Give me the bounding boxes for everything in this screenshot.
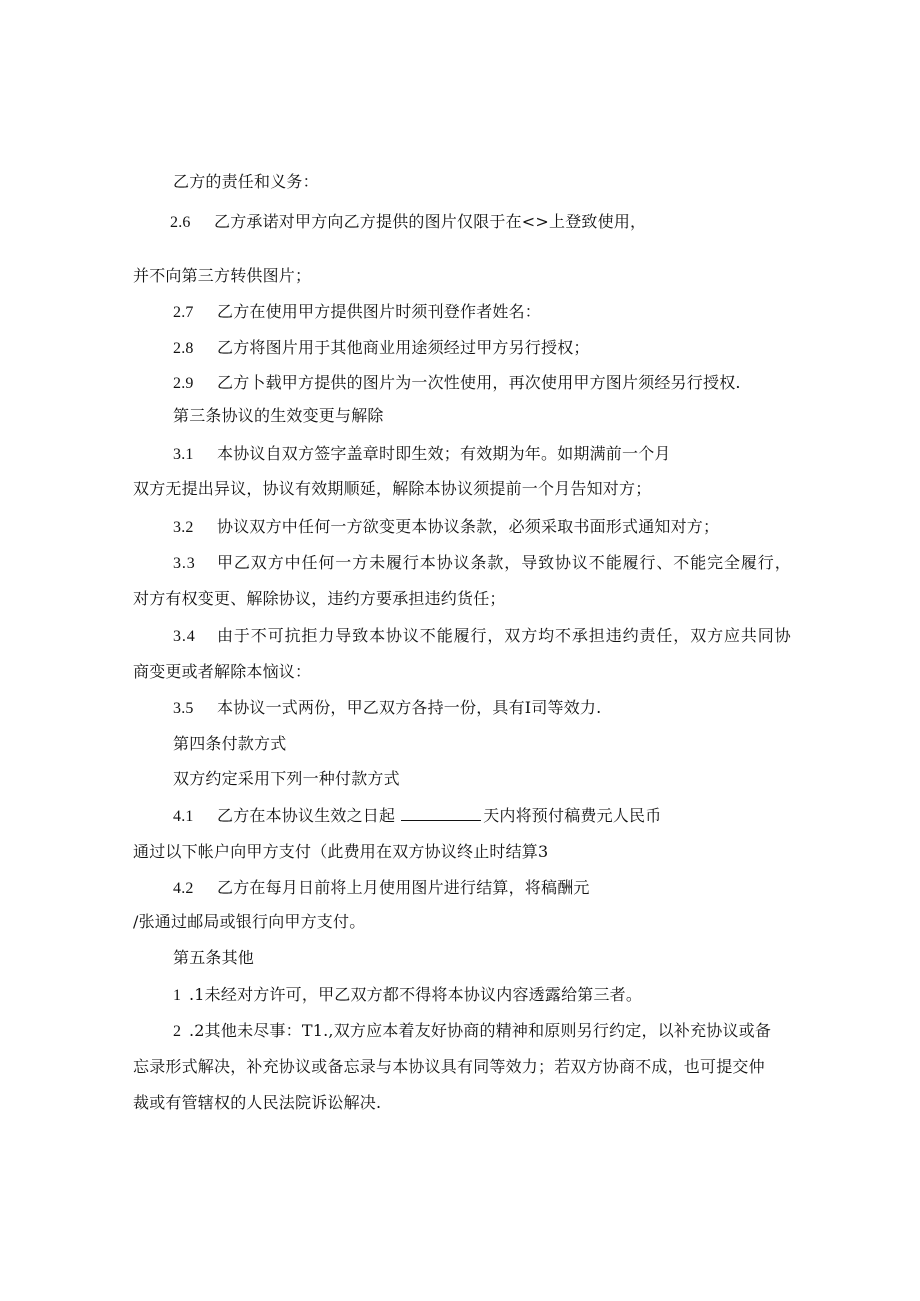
article-4-heading <box>173 733 286 755</box>
line-text: 乙方的责任和义务： <box>173 172 319 191</box>
clause-number: 2.8 <box>173 340 194 357</box>
clause-number: 2.7 <box>173 304 194 321</box>
clause-text: 乙方将图片用于其他商业用途须经过甲方另行授权； <box>217 338 590 357</box>
payment-method-intro <box>173 768 400 790</box>
clause-text-after-blank: 天内将预付稿费元人民币 <box>483 806 662 825</box>
clause-3-1 <box>173 443 671 466</box>
clause-4-1-continued <box>133 841 548 863</box>
clause-text: 乙方在使用甲方提供图片时须刊登作者姓名： <box>217 302 542 321</box>
line-text: 第四条付款方式 <box>173 734 287 753</box>
clause-4-1 <box>173 805 661 828</box>
clause-5-1 <box>173 984 642 1007</box>
clause-text: .2其他未尽事：T1.,双方应本着友好协商的精神和原则另行约定，以补充协议或备 <box>189 1021 772 1040</box>
clause-3-3 <box>173 552 792 575</box>
clause-5-2-continued <box>133 1056 765 1078</box>
clause-number: 3.3 <box>173 555 196 572</box>
clause-5-2 <box>173 1020 771 1043</box>
clause-text: 协议双方中任何一方欲变更本协议条款，必须采取书面形式通知对方； <box>217 517 720 536</box>
clause-number: 2 <box>173 1023 182 1040</box>
line-text: 双方约定采用下列一种付款方式 <box>173 769 400 788</box>
clause-number: 2.9 <box>173 375 194 392</box>
clause-number: 2.6 <box>170 214 191 231</box>
section-heading-party-b-duties <box>173 171 319 193</box>
clause-2-6 <box>170 211 646 234</box>
article-3-heading <box>173 405 384 427</box>
clause-number: 3.2 <box>173 519 194 536</box>
clause-number: 3.4 <box>173 628 196 645</box>
clause-text: .1未经对方许可，甲乙双方都不得将本协议内容透露给第三者。 <box>189 985 643 1004</box>
line-text: 并不向第三方转供图片； <box>133 266 312 285</box>
clause-number: 3.1 <box>173 446 194 463</box>
line-text: 双方无提出异议，协议有效期顺延，解除本协议须提前一个月告知对方； <box>133 479 652 498</box>
clause-text: 甲乙双方中任何一方未履行本协议条款，导致协议不能履行、不能完全履行， <box>217 553 792 572</box>
clause-2-6-continued <box>133 265 311 287</box>
clause-3-4 <box>173 625 792 648</box>
clause-text: 乙方在本协议生效之日起 <box>217 806 396 825</box>
clause-2-8 <box>173 337 590 360</box>
clause-text: 本协议自双方签字盖章时即生效；有效期为年。如期满前一个月 <box>217 444 671 463</box>
line-text: /张通过邮局或银行向甲方支付。 <box>133 912 366 931</box>
line-text: 对方有权变更、解除协议，违约方要承担违约货任； <box>133 589 506 608</box>
clause-3-5 <box>173 697 601 720</box>
clause-2-7 <box>173 301 541 324</box>
clause-text: 乙方在每月日前将上月使用图片进行结算，将稿酬元 <box>217 878 590 897</box>
clause-number: 4.1 <box>173 808 194 825</box>
clause-text: 由于不可抗拒力导致本协议不能履行，双方均不承担违约责任，双方应共同协 <box>217 626 792 645</box>
line-text: 裁或有管辖权的人民法院诉讼解决. <box>133 1093 382 1112</box>
clause-3-3-continued <box>133 588 506 610</box>
clause-3-2 <box>173 516 719 539</box>
clause-text: 乙方承诺对甲方向乙方提供的图片仅限于在<>上登致使用， <box>214 212 647 231</box>
line-text: 通过以下帐户向甲方支付（此费用在双方协议终止时结算3 <box>133 842 549 861</box>
clause-4-2-continued <box>133 911 365 933</box>
fill-in-blank <box>401 806 481 821</box>
line-text: 忘录形式解决，补充协议或备忘录与本协议具有同等效力；若双方协商不成，也可提交仲 <box>133 1057 765 1076</box>
clause-number: 4.2 <box>173 880 194 897</box>
clause-text: 乙方卜载甲方提供的图片为一次性使用，再次使用甲方图片须经另行授权. <box>217 373 741 392</box>
clause-number: 3.5 <box>173 700 194 717</box>
clause-4-2 <box>173 877 590 900</box>
clause-2-9 <box>173 372 741 395</box>
line-text: 第三条协议的生效变更与解除 <box>173 406 384 425</box>
clause-5-2-continued-2 <box>133 1092 381 1114</box>
line-text: 商变更或者解除本恼议： <box>133 662 312 681</box>
clause-number: 1 <box>173 987 182 1004</box>
line-text: 第五条其他 <box>173 948 255 967</box>
clause-text: 本协议一式两份，甲乙双方各持一份，具有I司等效力. <box>217 698 602 717</box>
article-5-heading <box>173 947 254 969</box>
clause-3-1-continued <box>133 478 651 500</box>
clause-3-4-continued <box>133 661 311 683</box>
